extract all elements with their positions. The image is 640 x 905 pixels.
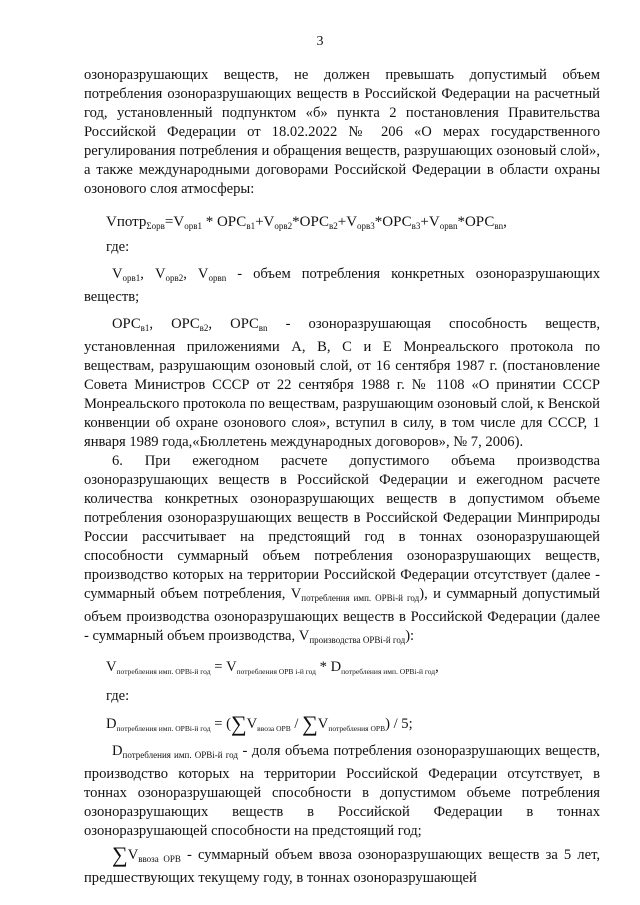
document-body — [84, 66, 600, 888]
paragraph-intro: озоноразрушающих веществ, не должен превышать допустимый объем потребления озоноразрушающих веществ в Российской Федерации на расчетный год, установленный подпунктом «б» пункта 2 постановления Правительства Российской Федерации от 18.02.2022 № 206 «О мерах государственного регулирования потребления и обращения веществ, разрушающих озоновый слой», а также международными договорами Российской Федерации в области охраны озонового слоя атмосферы: — [84, 67, 600, 197]
formula-total-consumption: $Vпотр_{\Sigma орв}=V_{орв1} * ОРС_{в1}+V_{орв2}*ОРС_{в2}+V_{орв3}*ОРС_{в3}+V_{орвn}*ОРС_{вn}$, — [106, 214, 507, 231]
definition-ors: $ОРС_{в1}$, $ОРС_{в2}$, $ОРС_{вn}$ - озоноразрушающая способность веществ, установленная приложениями A, B, C и E Монреальского протокола по веществам, разрушающим озоновый слой, от 16 сентября 1987 г. (постановление Совета Министров СССР от 22 сентября 1988 г. № 1108 «О принятии СССР Монреальского протокола по веществам, разрушающим озоновый слой, к Венской конвенции об охране озонового слоя», вступил в силу, в том числе для СССР, 1 января 1989 года,«Бюллетень международных договоров», № 7, 2006). — [84, 316, 600, 450]
definition-v: $V_{орв1}$, $V_{орв2}$, $V_{орвn}$ - объем потребления конкретных озоноразрушающих веществ; — [84, 266, 600, 305]
where-label-2: где: — [106, 688, 130, 704]
definition-sum-import: $\sum V_{ввоза ОРВ}$ - суммарный объем ввоза озоноразрушающих веществ за 5 лет, предшествующих текущему году, в тоннах озоноразрушающей — [84, 842, 600, 886]
page-number: 3 — [316, 34, 324, 49]
paragraph-6: 6. При ежегодном расчете допустимого объема производства озоноразрушающих веществ в Российской Федерации и ежегодном расчете количества конкретных озоноразрушающих веществ в допустимом объеме потребления озоноразрушающих веществ в Российской Федерации Минприроды России рассчитывает на предстоящий год в тоннах озоноразрушающей способности суммарный объем потребления озоноразрушающих веществ, производство которых на территории Российской Федерации отсутствует (далее - суммарный объем потребления, $V_{потребления имп. ОРВi-й год}$), и суммарный допустимый объем производства озоноразрушающих веществ в Российской Федерации (далее - суммарный объем производства, $V_{производства ОРВi-й год}$): — [84, 453, 600, 645]
where-label-1: где: — [106, 239, 130, 255]
formula-import-share: $D_{потребления имп. ОРВi-й год} = (\sum V_{ввоза ОРВ} / \sum V_{потребления ОРВ}) / 5$; — [106, 711, 413, 736]
formula-import-consumption: $V_{потребления имп. ОРВi-й год} = V_{потребления ОРВ i-й год} * D_{потребления имп. ОРВi-й год}$, — [106, 659, 439, 676]
definition-d: $D_{потребления имп. ОРВi-й год}$ - доля объема потребления озоноразрушающих веществ, производство которых на территории Российской Федерации отсутствует, в тоннах озоноразрушающей способности в допустимом объеме потребления озоноразрушающих веществ в Российской Федерации в тоннах озоноразрушающей способности на предстоящий год; — [84, 743, 600, 839]
